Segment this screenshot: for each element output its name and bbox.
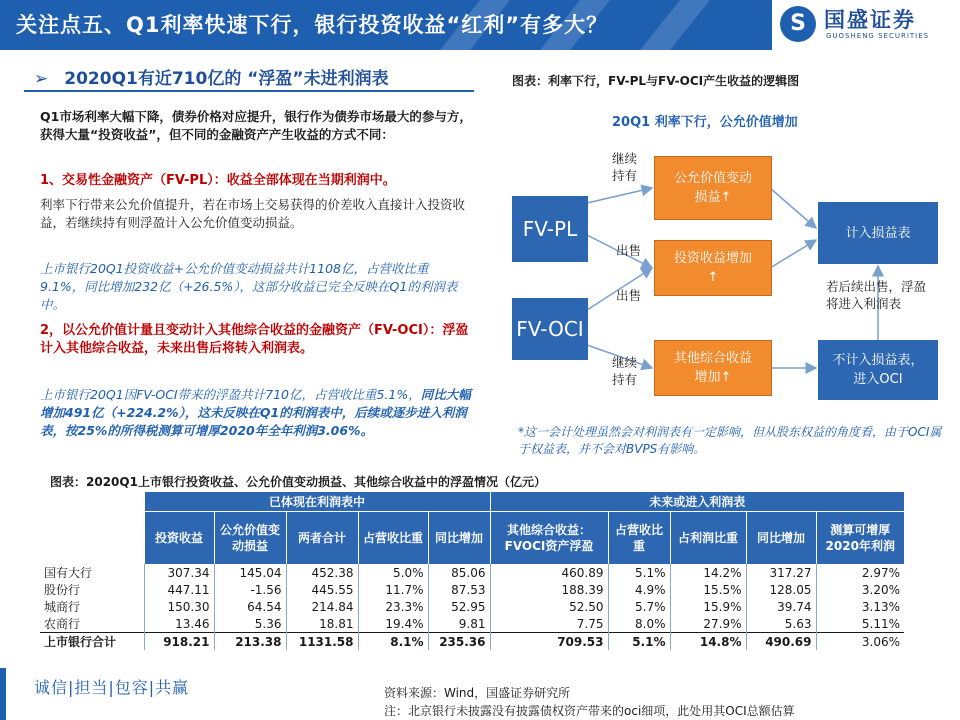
flow-caption: 图表：利率下行，FV-PL与FV-OCI产生收益的逻辑图	[512, 74, 800, 88]
logo-english: GUOSHENG SECURITIES	[826, 32, 930, 40]
group-in-profit: 已体现在利润表中	[144, 492, 490, 512]
table-column-header	[40, 512, 904, 565]
table-cell: 国有大行	[40, 564, 144, 581]
label-continue-hold-1: 继续持有	[612, 151, 638, 183]
point2-data: 上市银行20Q1因FV-OCI带来的浮盈共计710亿，占营收比重5.1%，同比大幅增加491亿（+224.2%），这未反映在Q1的利润表中，后续或逐步进入利润表，按25%的所得税测算可增厚2020年全年利润3.06%。	[40, 387, 471, 438]
fv-change-box: 公允价值变动损益↑	[654, 156, 772, 220]
data-table	[40, 492, 904, 650]
table-cell: 3.06%	[816, 633, 904, 651]
table-cell: 13.46	[144, 615, 214, 633]
group-future-profit: 未来或进入利润表	[490, 492, 904, 512]
table-cell: 5.0%	[358, 564, 428, 581]
table-cell: 5.1%	[608, 633, 670, 651]
table-row	[40, 581, 904, 598]
table-cell: 128.05	[746, 581, 816, 598]
table-cell: 317.27	[746, 564, 816, 581]
table-cell: 3.13%	[861, 599, 900, 614]
table-cell: 709.53	[490, 633, 608, 651]
footer-source: 资料来源：Wind，国盛证券研究所	[384, 686, 571, 700]
table-cell: 27.9%	[670, 615, 746, 633]
table-cell: -1.56	[214, 581, 286, 598]
income-statement-box: 计入损益表	[818, 202, 938, 264]
corner-cell	[40, 492, 144, 512]
table-cell: 145.04	[214, 564, 286, 581]
table-cell: 235.36	[428, 633, 490, 651]
table-cell: 14.8%	[670, 633, 746, 651]
table-cell: 445.55	[286, 581, 358, 598]
footer-slogan: 诚信|担当|包容|共赢	[34, 678, 190, 697]
table-cell: 3.20%	[861, 582, 900, 597]
col-header: 公允价值变动损益	[214, 512, 286, 565]
col-header: 两者合计	[286, 512, 358, 565]
table-cell: 2.97%	[861, 565, 900, 580]
table-cell: 1131.58	[286, 633, 358, 651]
table-row	[40, 615, 904, 633]
table-cell: 23.3%	[358, 598, 428, 615]
table-group-header	[40, 492, 904, 512]
table-cell: 11.7%	[358, 581, 428, 598]
table-cell: 7.75	[490, 615, 608, 633]
col-header: 占利润比重	[670, 512, 746, 565]
label-sell-1: 出售	[616, 243, 642, 258]
table-cell: 5.11%	[861, 616, 900, 631]
table-cell: 9.81	[428, 615, 490, 633]
label-sell-2: 出售	[616, 288, 642, 303]
table-cell: 5.63	[746, 615, 816, 633]
label-future-sale: 若后续出售，浮盈将进入利润表	[826, 279, 927, 311]
table-cell: 8.0%	[608, 615, 670, 633]
fvoci-box: FV-OCI	[512, 298, 588, 360]
table-row	[40, 598, 904, 615]
point1-text: 利率下行带来公允价值提升，若在市场上交易获得的价差收入直接计入投资收益，若继续持有则浮盈计入公允价值变动损益。	[40, 197, 466, 230]
flow-top-label: 20Q1 利率下行，公允价值增加	[612, 115, 798, 130]
table-cell: 150.30	[144, 598, 214, 615]
table-cell: 5.7%	[608, 598, 670, 615]
table-cell: 39.74	[746, 598, 816, 615]
table-cell: 18.81	[286, 615, 358, 633]
table-cell: 农商行	[40, 615, 144, 633]
table-cell: 214.84	[286, 598, 358, 615]
col-header: 测算可增厚2020年利润	[816, 512, 904, 565]
table-cell: 8.1%	[358, 633, 428, 651]
table-cell: 52.95	[428, 598, 490, 615]
table-cell: 5.36	[214, 615, 286, 633]
col-header: 占营收比重	[608, 512, 670, 565]
table-row	[40, 564, 904, 581]
logo-name: 国盛证券	[824, 8, 916, 32]
table-cell: 4.9%	[608, 581, 670, 598]
intro-paragraph: Q1市场利率大幅下降，债券价格对应提升，银行作为债券市场最大的参与方，获得大量“投资收益”，但不同的金融资产产生收益的方式不同：	[40, 109, 472, 142]
table-cell: 188.39	[490, 581, 608, 598]
logo-mark-icon: S	[780, 6, 816, 42]
table-total-row	[40, 633, 904, 651]
table-cell: 52.50	[490, 598, 608, 615]
table-cell: 918.21	[144, 633, 214, 651]
invest-income-box: 投资收益增加↑	[654, 240, 772, 296]
col-header: 投资收益	[144, 512, 214, 565]
col-header: 同比增加	[428, 512, 490, 565]
company-logo	[772, 0, 960, 50]
table-cell: 上市银行合计	[40, 633, 144, 651]
oci-box: 其他综合收益增加↑	[654, 340, 772, 396]
col-header: 占营收比重	[358, 512, 428, 565]
header-bar	[0, 0, 960, 50]
table-cell: 64.54	[214, 598, 286, 615]
not-income-statement-box: 不计入损益表，进入OCI	[818, 340, 938, 400]
point2-heading: 2，以公允价值计量且变动计入其他综合收益的金融资产（FV-OCI）：浮盈计入其他综合收益，未来出售后将转入利润表。	[40, 323, 469, 356]
table-cell: 307.34	[144, 564, 214, 581]
table-cell: 447.11	[144, 581, 214, 598]
label-continue-hold-2: 继续持有	[612, 355, 638, 387]
col-header: 同比增加	[746, 512, 816, 565]
table-cell: 19.4%	[358, 615, 428, 633]
table-cell: 85.06	[428, 564, 490, 581]
subtitle-underline	[24, 90, 474, 92]
point1-heading: 1、交易性金融资产（FV-PL）：收益全部体现在当期利润中。	[40, 173, 396, 188]
table-cell: 490.69	[746, 633, 816, 651]
table-cell: 股份行	[40, 581, 144, 598]
corner-cell-2	[40, 512, 144, 565]
section-subtitle	[34, 64, 389, 89]
table-cell: 15.5%	[670, 581, 746, 598]
table-cell: 452.38	[286, 564, 358, 581]
table-cell: 城商行	[40, 598, 144, 615]
footer-note: 注：北京银行未披露没有披露债权资产带来的oci细项，此处用其OCI总额估算	[384, 704, 795, 718]
table-cell: 460.89	[490, 564, 608, 581]
table-caption: 图表：2020Q1上市银行投资收益、公允价值变动损益、其他综合收益中的浮盈情况（亿元）	[50, 475, 546, 489]
table-cell: 5.1%	[608, 564, 670, 581]
arrow-bullet-icon: ➢	[34, 69, 49, 89]
fvpl-box: FV-PL	[512, 196, 588, 262]
page-title: 关注点五、Q1利率快速下行，银行投资收益“红利”有多大？	[16, 13, 609, 37]
col-header: 其他综合收益：FVOCI资产浮盈	[490, 512, 608, 565]
table-cell: 213.38	[214, 633, 286, 651]
subtitle-text: 2020Q1有近710亿的 “浮盈”未进利润表	[64, 69, 389, 89]
table-cell: 14.2%	[670, 564, 746, 581]
point1-data: 上市银行20Q1投资收益+公允价值变动损益共计1108亿，占营收比重9.1%，同比增加232亿（+26.5%），这部分收益已完全反映在Q1的利润表中。	[40, 261, 458, 312]
footer-accent-bar	[0, 668, 6, 720]
table-cell: 87.53	[428, 581, 490, 598]
flow-footnote: *这一会计处理虽然会对利润表有一定影响，但从股东权益的角度看，由于OCI属于权益表，并不会对BVPS有影响。	[518, 425, 942, 456]
table-cell: 15.9%	[670, 598, 746, 615]
